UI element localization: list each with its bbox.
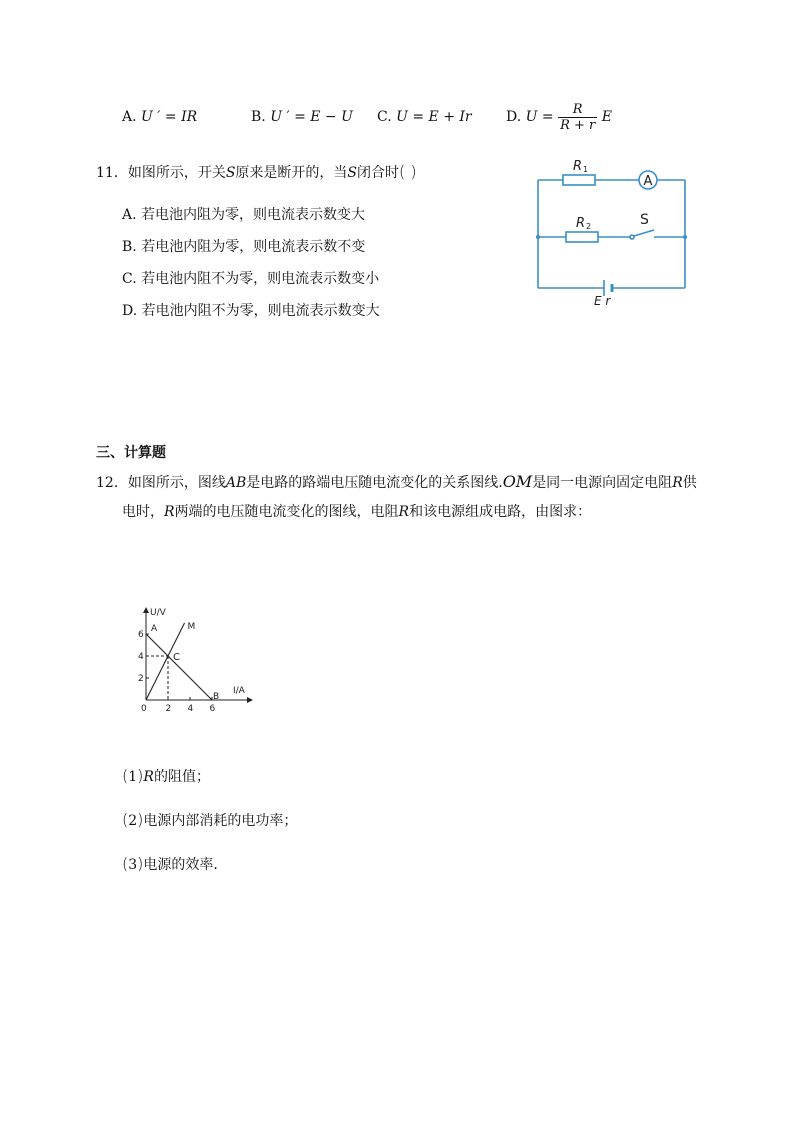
option-formula-lhs: U = [525, 109, 554, 125]
stem-text: 如图所示，图线 [127, 475, 226, 491]
stem-text: 如图所示，开关 [127, 165, 226, 181]
stem-text: 供 [682, 475, 697, 491]
q11-option-d [122, 301, 380, 321]
option-label: D. [122, 303, 138, 319]
sub-text: 的阻值； [153, 769, 210, 785]
section-title: 三、计算题 [96, 445, 166, 461]
stem-text: 是电路的路端电压随电流变化的关系图线. [246, 475, 503, 491]
q12-sub-1: (1)R的阻值； [122, 766, 210, 785]
resistor-symbol: R [164, 504, 175, 520]
option-label: C. [122, 271, 137, 287]
option-text: 若电池内阻不为零，则电流表示数变小 [141, 271, 380, 287]
point-label-m: M [187, 622, 196, 632]
option-label: B. [122, 239, 137, 255]
resistor-symbol: R [672, 475, 683, 491]
switch-symbol: S [225, 165, 236, 181]
stem-text: 闭合时 [357, 165, 400, 181]
option-formula: U ′ = IR [141, 109, 198, 125]
option-text: 若电池内阻不为零，则电流表示数变大 [141, 303, 380, 319]
point-label-b: B [213, 692, 220, 702]
option-text: 若电池内阻为零，则电流表示数不变 [141, 239, 366, 255]
fraction-denominator: R + r [560, 117, 596, 133]
q10-option-a [122, 107, 197, 127]
y-tick-label: 6 [138, 630, 144, 640]
q11-stem [96, 162, 417, 183]
r1-label: R [573, 159, 583, 174]
circuit-diagram [530, 155, 695, 310]
q12-sub-3: (3)电源的效率. [122, 854, 218, 873]
point-label-a: A [151, 624, 158, 634]
battery-label: E r [594, 294, 611, 308]
sub-text: 电源的效率. [143, 857, 218, 873]
line-om-symbol: OM [502, 472, 533, 491]
switch-label: S [640, 212, 649, 228]
stem-text: 原来是断开的，当 [235, 165, 348, 181]
q12-stem-line1 [96, 472, 697, 493]
junction-dot [683, 235, 687, 239]
sub-number: 1 [128, 769, 138, 785]
stem-text: 是同一电源向固定电阻 [532, 475, 673, 491]
switch-contact [630, 235, 634, 239]
stem-text: 和该电源组成电路，由图求： [409, 504, 592, 520]
r1-subscript: 1 [583, 165, 589, 174]
option-formula: U ′ = E − U [270, 109, 353, 125]
y-tick-label: 2 [138, 674, 144, 684]
answer-paren: ( ) [399, 162, 417, 181]
q11-option-b [122, 237, 365, 257]
option-label: A. [122, 109, 137, 125]
ammeter-label: A [643, 174, 653, 189]
q10-option-c [377, 107, 472, 127]
fraction [558, 102, 597, 133]
resistor-r1 [563, 175, 595, 185]
question-number: 11． [96, 165, 128, 181]
r2-label: R [576, 216, 586, 231]
x-tick-label: 0 [141, 704, 147, 714]
q12-stem-line2 [122, 502, 591, 522]
option-label: B. [251, 109, 266, 125]
x-tick-label: 6 [209, 704, 216, 714]
option-label: C. [377, 109, 392, 125]
junction-dot [536, 235, 540, 239]
q11-option-c [122, 269, 379, 289]
fraction-numerator: R [558, 102, 597, 118]
ui-graph [130, 600, 260, 715]
line-ab-symbol: AB [225, 475, 247, 491]
q12-sub-2: (2)电源内部消耗的电功率； [122, 810, 298, 829]
x-axis-label: I/A [233, 686, 245, 696]
option-formula: U = E + Ir [396, 109, 472, 125]
option-text: 若电池内阻为零，则电流表示数变大 [141, 207, 366, 223]
q11-option-a [122, 205, 365, 225]
resistor-symbol: R [143, 769, 154, 785]
series-line-ab [146, 634, 212, 700]
q10-option-b [251, 107, 353, 127]
x-tick-label: 2 [165, 704, 172, 714]
point-label-c: C [173, 652, 180, 663]
option-label: A. [122, 207, 137, 223]
stem-text: 电时， [122, 504, 164, 520]
sub-text: 电源内部消耗的电功率； [143, 813, 298, 829]
stem-text: 两端的电压随电流变化的图线，电阻 [174, 504, 399, 520]
y-tick-label: 4 [138, 652, 144, 662]
question-number: 12． [96, 475, 128, 491]
resistor-r2 [566, 232, 598, 242]
switch-blade [634, 230, 654, 236]
sub-number: 3 [128, 857, 138, 873]
switch-symbol: S [347, 165, 358, 181]
x-tick-label: 4 [187, 704, 194, 714]
y-axis-label: U/V [150, 608, 166, 618]
resistor-symbol: R [398, 504, 410, 520]
sub-number: 2 [128, 813, 138, 829]
option-label: D. [506, 109, 522, 125]
option-formula-rhs: E [601, 109, 612, 125]
q10-option-d [506, 98, 612, 136]
r2-subscript: 2 [586, 222, 592, 231]
